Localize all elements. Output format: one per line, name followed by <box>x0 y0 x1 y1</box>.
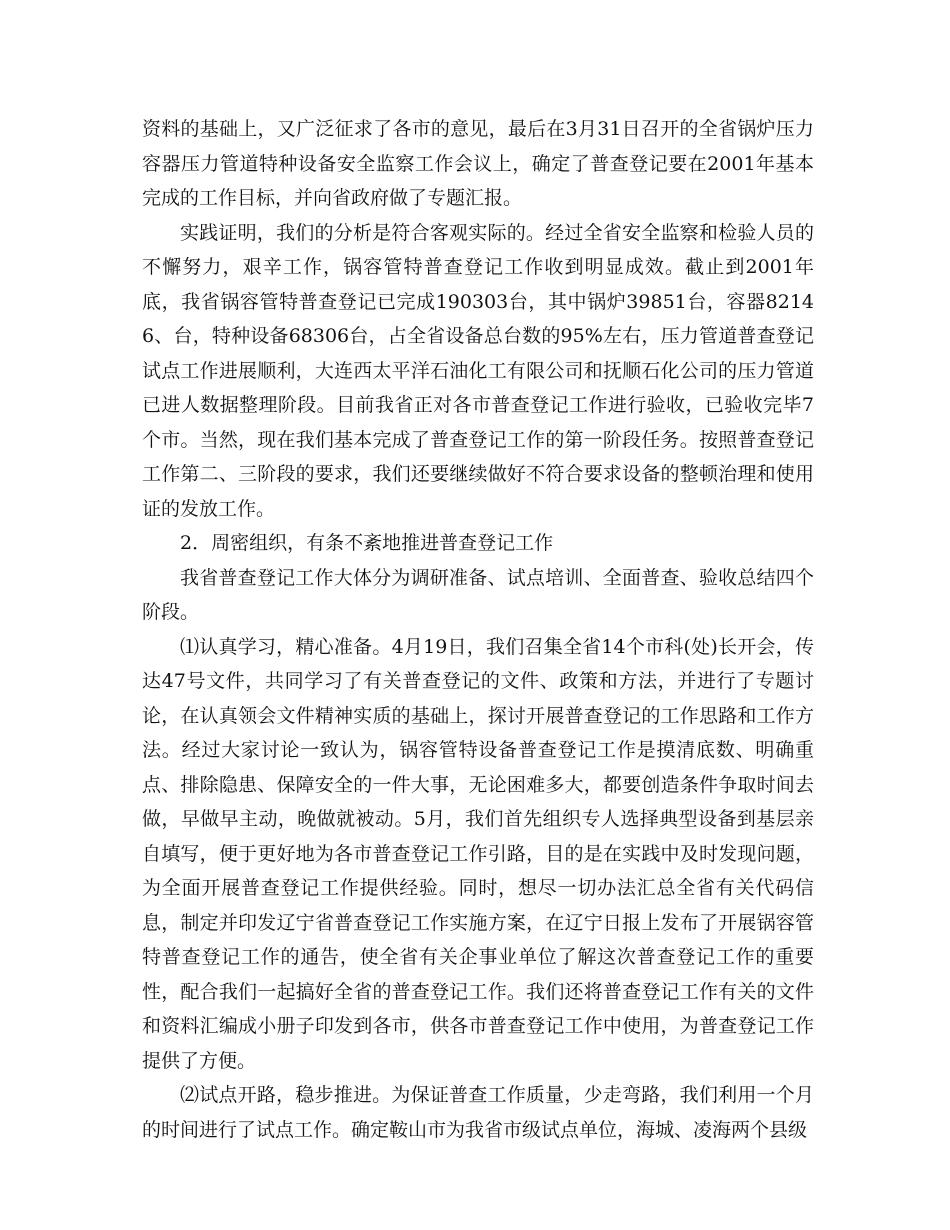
paragraph-study-preparation: ⑴认真学习，精心准备。4月19日，我们召集全省14个市科(处)长开会，传达47号文件，共同学习了有关普查登记的文件、政策和方法，并进行了专题讨论，在认真领会文件精神实质的基础上，探讨开展普查登记的工作思路和工作方法。经过大家讨论一致认为，锅容管特设备普查登记工作是摸清底数、明确重点、排除隐患、保障安全的一件大事，无论困难多大，都要创造条件争取时间去做，早做早主动，晚做就被动。5月，我们首先组织专人选择典型设备到基层亲自填写，便于更好地为各市普查登记工作引路，目的是在实践中及时发现问题，为全面开展普查登记工作提供经验。同时，想尽一切办法汇总全省有关代码信息，制定并印发辽宁省普查登记工作实施方案，在辽宁日报上发布了开展锅容管特普查登记工作的通告，使全省有关企事业单位了解这次普查登记工作的重要性，配合我们一起搞好全省的普查登记工作。我们还将普查登记工作有关的文件和资料汇编成小册子印发到各市，供各市普查登记工作中使用，为普查登记工作提供了方便。 <box>142 635 814 1072</box>
section-heading-organization: 2．周密组织，有条不紊地推进普查登记工作 <box>180 532 554 554</box>
document-page <box>142 112 814 1147</box>
paragraph-practice-proof: 实践证明，我们的分析是符合客观实际的。经过全省安全监察和检验人员的不懈努力，艰辛工作，锅容管特普查登记工作收到明显成效。截止到2001年底，我省锅容管特普查登记已完成190303台，其中锅炉39851台，容器82146、台，特种设备68306台，占全省设备总台数的95%左右，压力管道普查登记试点工作进展顺利，大连西太平洋石油化工有限公司和抚顺石化公司的压力管道已进人数据整理阶段。目前我省正对各市普查登记工作进行验收，已验收完毕7个市。当然，现在我们基本完成了普查登记工作的第一阶段任务。按照普查登记工作第二、三阶段的要求，我们还要继续做好不符合要求设备的整顿治理和使用证的发放工作。 <box>142 221 814 520</box>
paragraph-pilot-work: ⑵试点开路，稳步推进。为保证普查工作质量，少走弯路，我们利用一个月的时间进行了试点工作。确定鞍山市为我省市级试点单位，海城、凌海两个县级 <box>142 1084 814 1141</box>
paragraph-four-stages: 我省普查登记工作大体分为调研准备、试点培训、全面普查、验收总结四个阶段。 <box>142 566 814 623</box>
paragraph-continuation: 资料的基础上，又广泛征求了各市的意见，最后在3月31日召开的全省锅炉压力容器压力管道特种设备安全监察工作会议上，确定了普查登记要在2001年基本完成的工作目标，并向省政府做了专题汇报。 <box>142 118 814 209</box>
